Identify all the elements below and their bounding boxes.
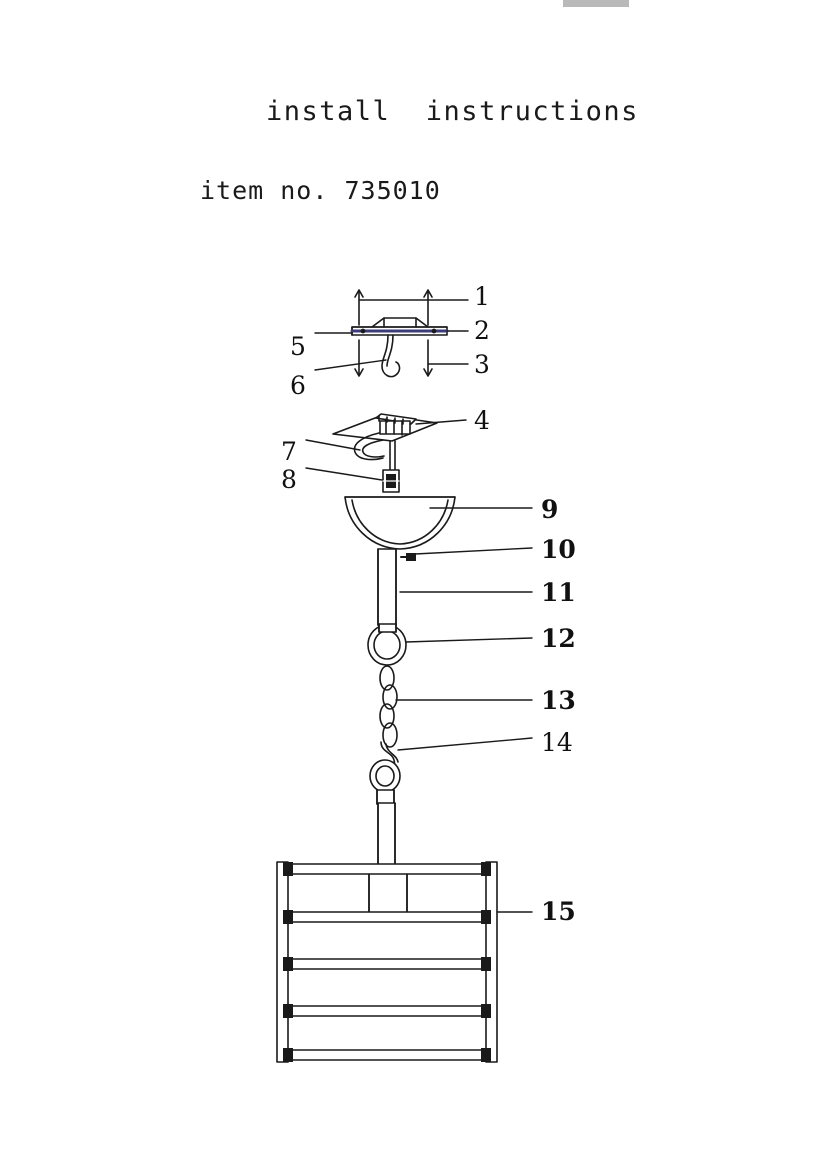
chain — [380, 666, 397, 747]
callout-12: 12 — [541, 624, 576, 653]
callout-13: 13 — [541, 686, 576, 715]
screw-top-left — [355, 290, 363, 325]
callout-15: 15 — [541, 897, 576, 926]
leader-lines — [306, 300, 532, 912]
lower-ring — [370, 760, 400, 804]
callout-5: 5 — [290, 332, 306, 361]
item-number: item no. 735010 — [200, 176, 441, 205]
callout-14: 14 — [541, 728, 573, 757]
callout-6: 6 — [290, 371, 306, 400]
callout-10: 10 — [541, 535, 576, 564]
screw-bottom-left — [355, 340, 363, 376]
callout-9: 9 — [541, 495, 559, 524]
hanging-ring — [368, 624, 406, 665]
callout-1: 1 — [474, 282, 490, 311]
callout-8: 8 — [281, 465, 297, 494]
mounting-bracket — [352, 318, 447, 335]
callout-2: 2 — [474, 316, 490, 345]
callout-7: 7 — [281, 437, 297, 466]
lower-rod — [378, 803, 395, 869]
screw-top-right — [424, 290, 432, 325]
wire-clamp — [383, 470, 399, 492]
terminal-block — [333, 414, 437, 441]
screw-bottom-right — [424, 340, 432, 376]
canopy-set-screw — [401, 553, 416, 561]
page-title: install instructions — [266, 96, 639, 127]
upper-rod — [378, 549, 396, 625]
callout-11: 11 — [541, 578, 576, 607]
canopy — [345, 497, 455, 549]
shade-assembly — [277, 862, 497, 1062]
ceiling-hook — [382, 335, 400, 377]
callout-3: 3 — [474, 350, 490, 379]
callout-4: 4 — [474, 406, 490, 435]
